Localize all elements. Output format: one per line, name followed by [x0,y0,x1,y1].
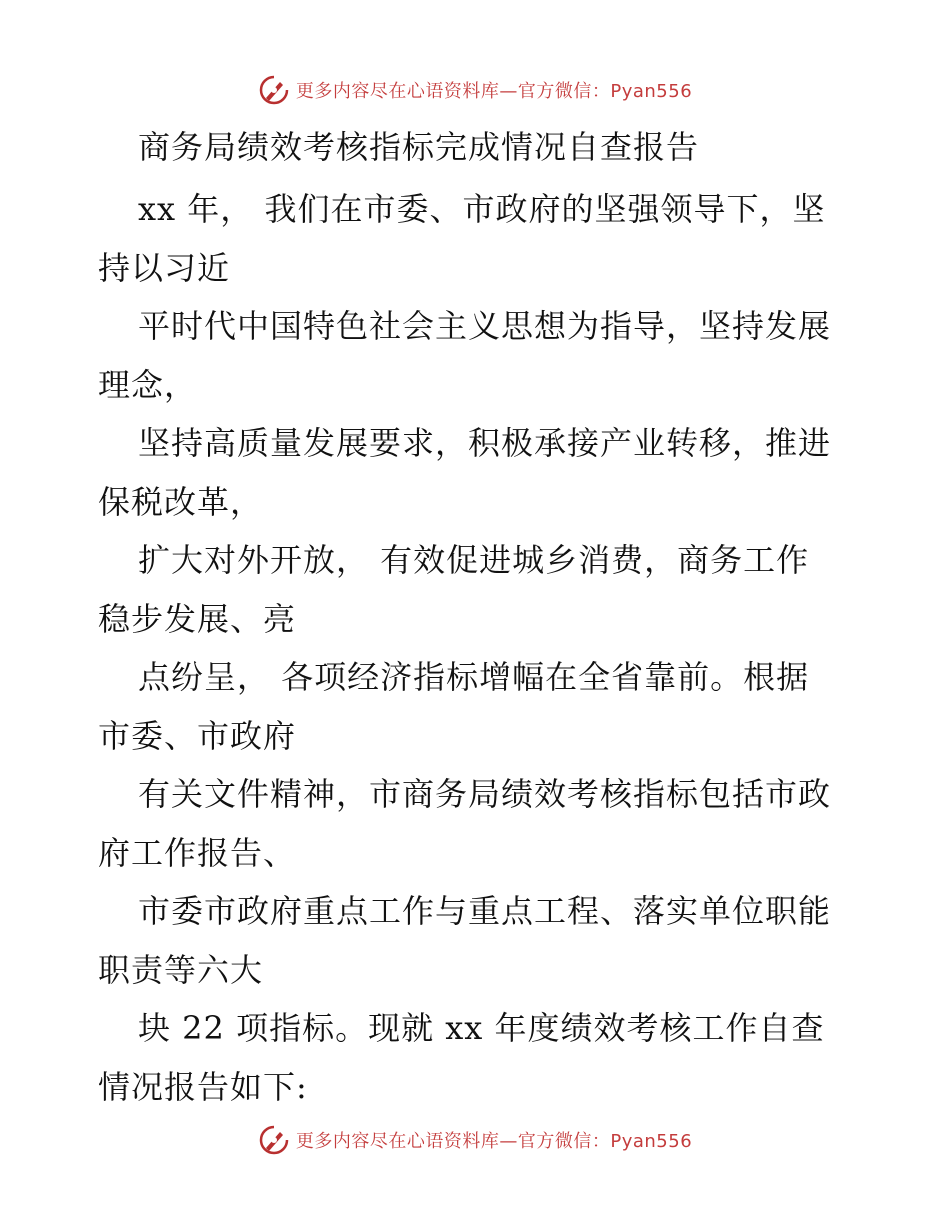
paragraph-line: 持以习近 [98,248,231,287]
pen-logo-icon [258,74,290,106]
footer-banner [0,1120,950,1160]
paragraph-line: 扩大对外开放， 有效促进城乡消费，商务工作 [138,541,810,579]
document-body [98,180,858,1116]
document-title: 商务局绩效考核指标完成情况自查报告 [138,128,700,166]
paragraph-line: 坚持高质量发展要求，积极承接产业转移，推进 [138,424,832,462]
paragraph-line: 情况报告如下: [98,1067,308,1106]
header-banner [0,70,950,110]
paragraph-line: 块 22 项指标。现就 xx 年度绩效考核工作自查 [138,1009,825,1047]
banner-text: 更多内容尽在心语资料库—官方微信：Pyan556 [295,1131,693,1152]
banner-text: 更多内容尽在心语资料库—官方微信：Pyan556 [295,81,693,102]
pen-logo-icon [258,1124,290,1156]
paragraph-line: 市委市政府重点工作与重点工程、落实单位职能 [138,892,832,930]
paragraph-line: xx 年， 我们在市委、市政府的坚强领导下，坚 [138,190,826,228]
paragraph-line: 点纷呈， 各项经济指标增幅在全省靠前。根据 [138,658,810,696]
paragraph-line: 有关文件精神，市商务局绩效考核指标包括市政 [138,775,832,813]
paragraph-line: 职责等六大 [98,950,264,989]
paragraph-line: 理念， [98,365,198,404]
paragraph-line: 平时代中国特色社会主义思想为指导，坚持发展 [138,307,832,345]
paragraph-line: 稳步发展、亮 [98,599,297,638]
paragraph-line: 市委、市政府 [98,716,297,755]
paragraph-line: 保税改革， [98,482,264,521]
paragraph-line: 府工作报告、 [98,833,297,872]
